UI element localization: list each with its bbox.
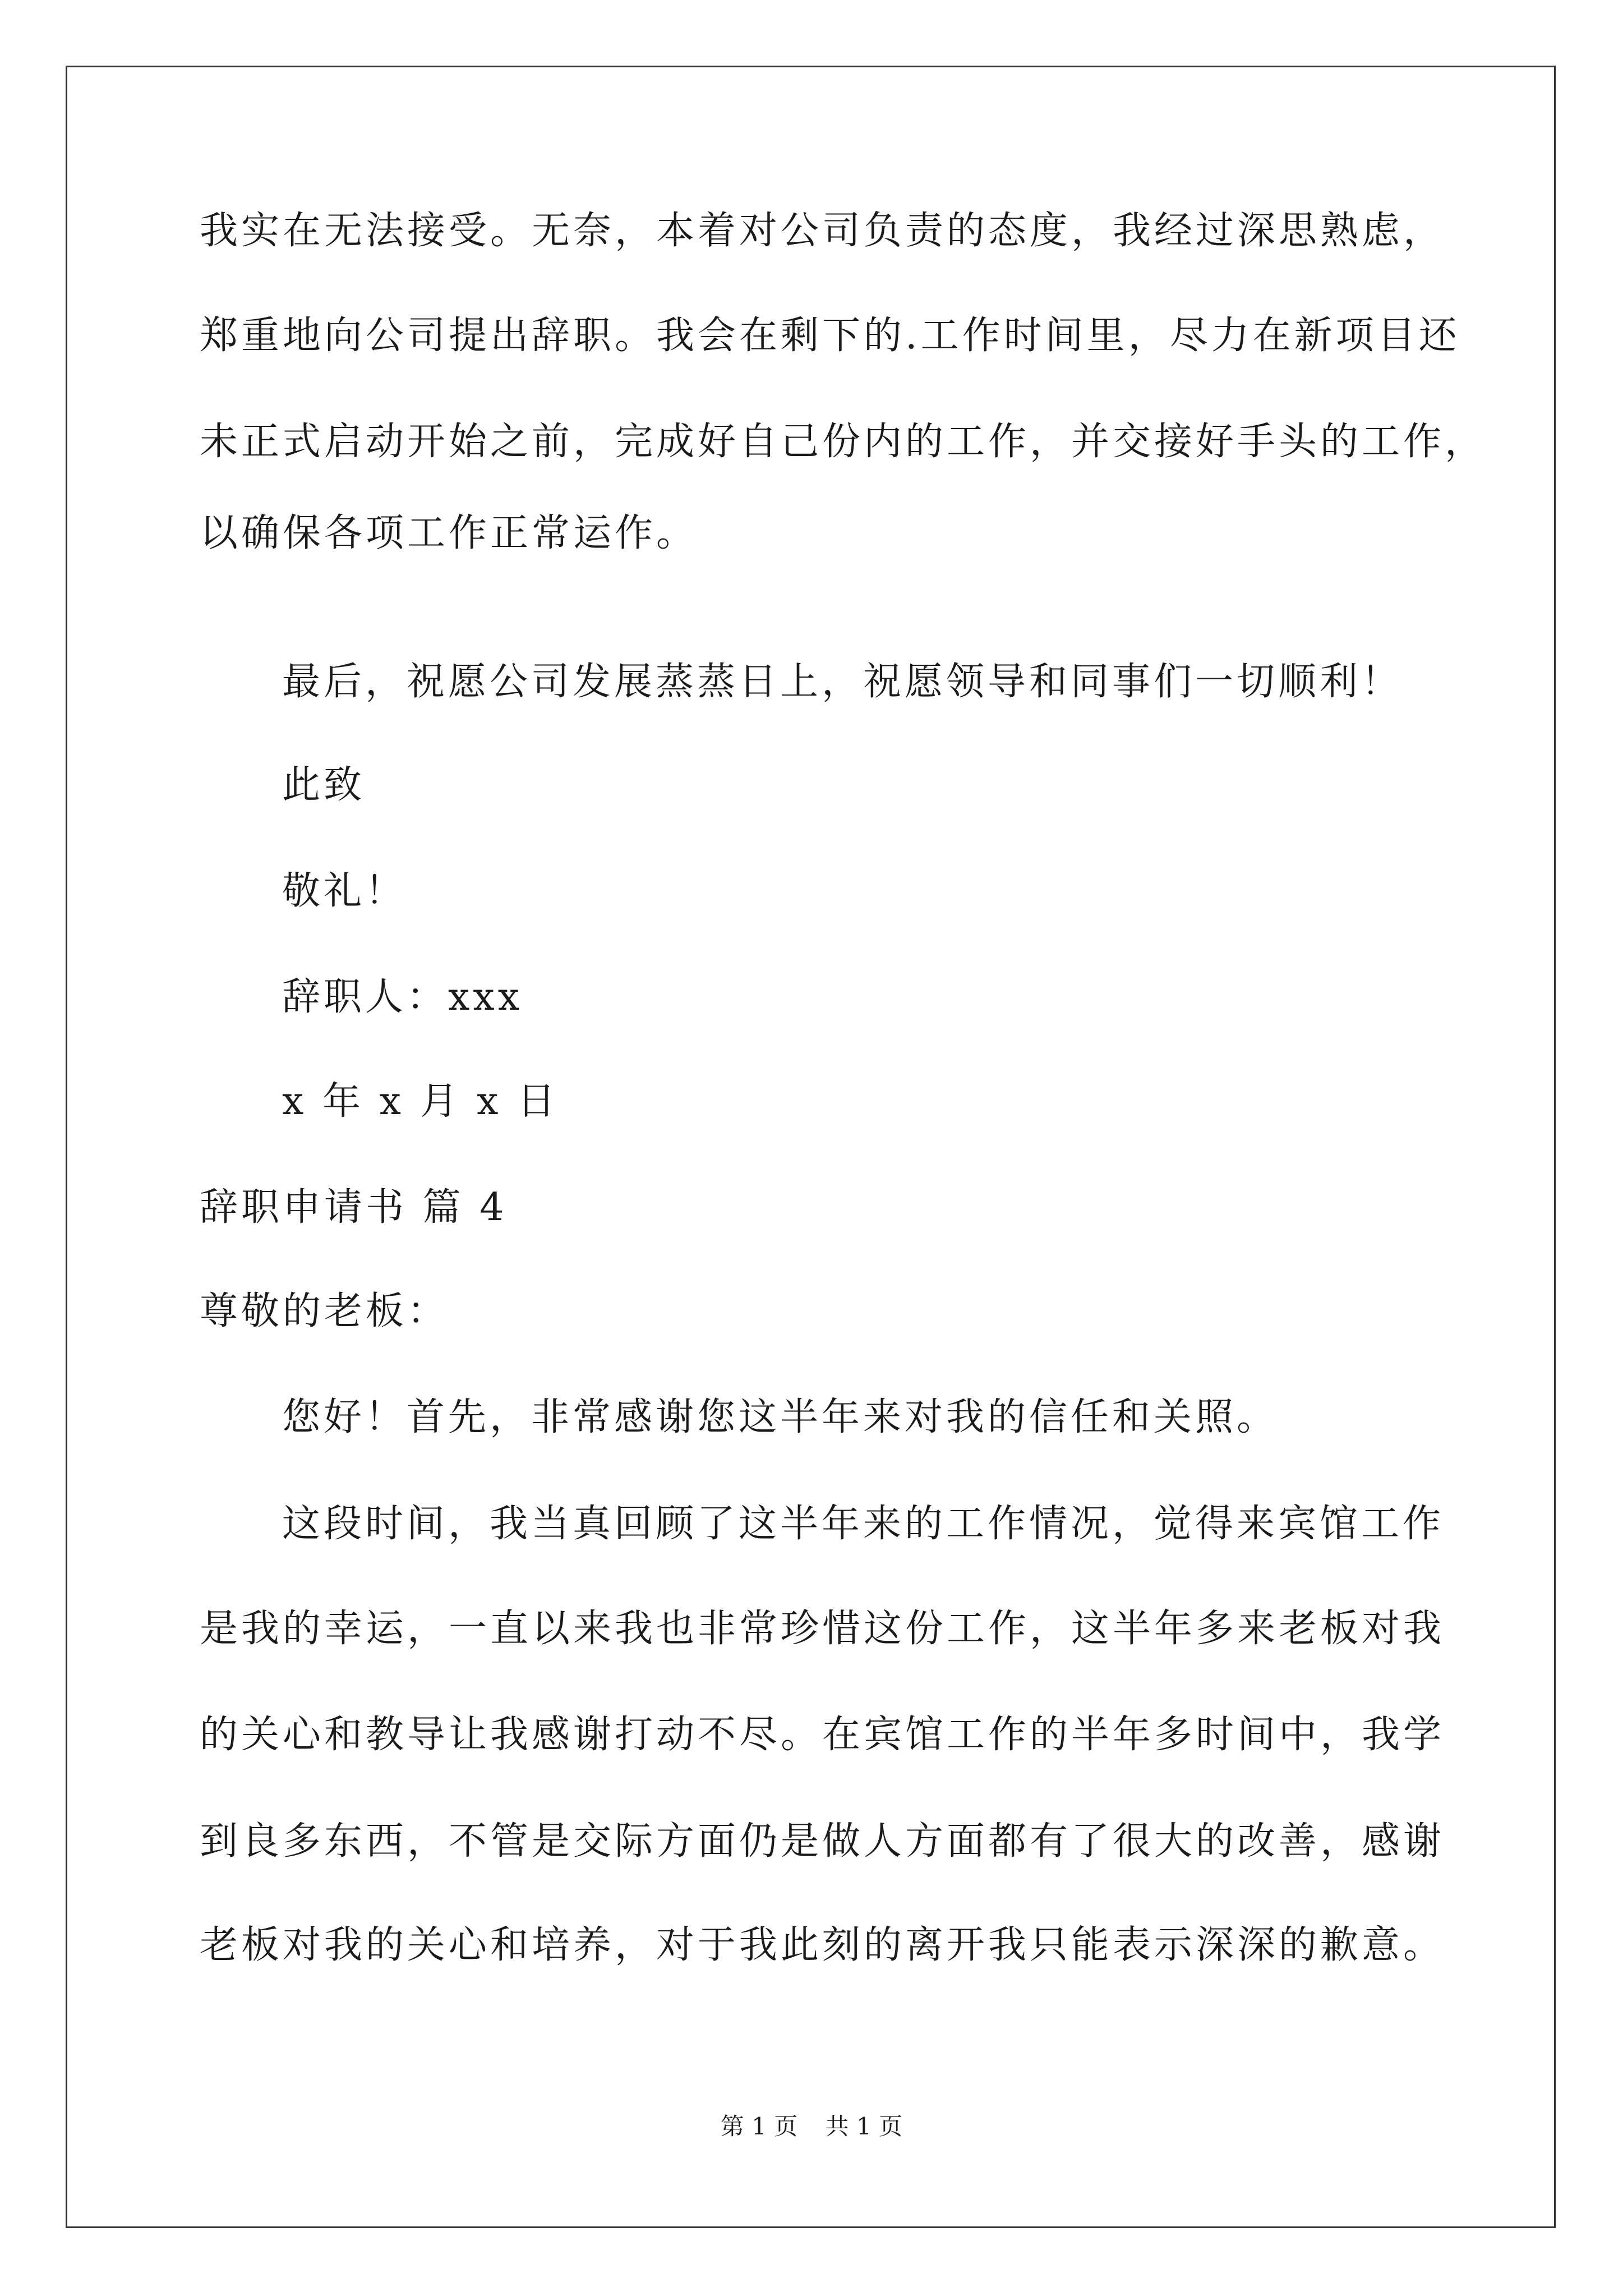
- section-heading: 辞职申请书 篇 4: [200, 1185, 508, 1230]
- page-number: 第 1 页: [720, 2113, 798, 2140]
- signature-line: 辞职人：xxx: [282, 975, 523, 1019]
- paragraph-line-13: 是我的幸运，一直以来我也非常珍惜这份工作，这半年多来老板对我: [200, 1607, 1445, 1651]
- paragraph-opening: 您好！首先，非常感谢您这半年来对我的信任和关照。: [282, 1395, 1279, 1439]
- date-line: x 年 x 月 x 日: [282, 1079, 559, 1124]
- paragraph-line-1: 我实在无法接受。无奈，本着对公司负责的态度，我经过深思熟虑，: [200, 209, 1445, 253]
- page-footer: [0, 2111, 1623, 2142]
- closing-wish: 最后，祝愿公司发展蒸蒸日上，祝愿领导和同事们一切顺利！: [282, 660, 1403, 704]
- page-border: [66, 66, 1556, 2228]
- salutation-cizhi: 此致: [282, 763, 366, 807]
- paragraph-line-14: 的关心和教导让我感谢打动不尽。在宾馆工作的半年多时间中，我学: [200, 1713, 1445, 1757]
- paragraph-line-12: 这段时间，我当真回顾了这半年来的工作情况，觉得来宾馆工作: [282, 1502, 1445, 1546]
- paragraph-line-3: 未正式启动开始之前，完成好自己份内的工作，并交接好手头的工作，: [200, 420, 1487, 464]
- paragraph-line-4: 以确保各项工作正常运作。: [200, 511, 698, 555]
- paragraph-line-2: 郑重地向公司提出辞职。我会在剩下的.工作时间里，尽力在新项目还: [200, 314, 1460, 358]
- greeting-line: 尊敬的老板：: [200, 1289, 449, 1333]
- paragraph-line-15: 到良多东西，不管是交际方面仍是做人方面都有了很大的改善，感谢: [200, 1819, 1445, 1864]
- paragraph-line-16: 老板对我的关心和培养，对于我此刻的离开我只能表示深深的歉意。: [200, 1923, 1445, 1967]
- salutation-jingli: 敬礼！: [282, 869, 407, 913]
- page-total: 共 1 页: [825, 2113, 903, 2140]
